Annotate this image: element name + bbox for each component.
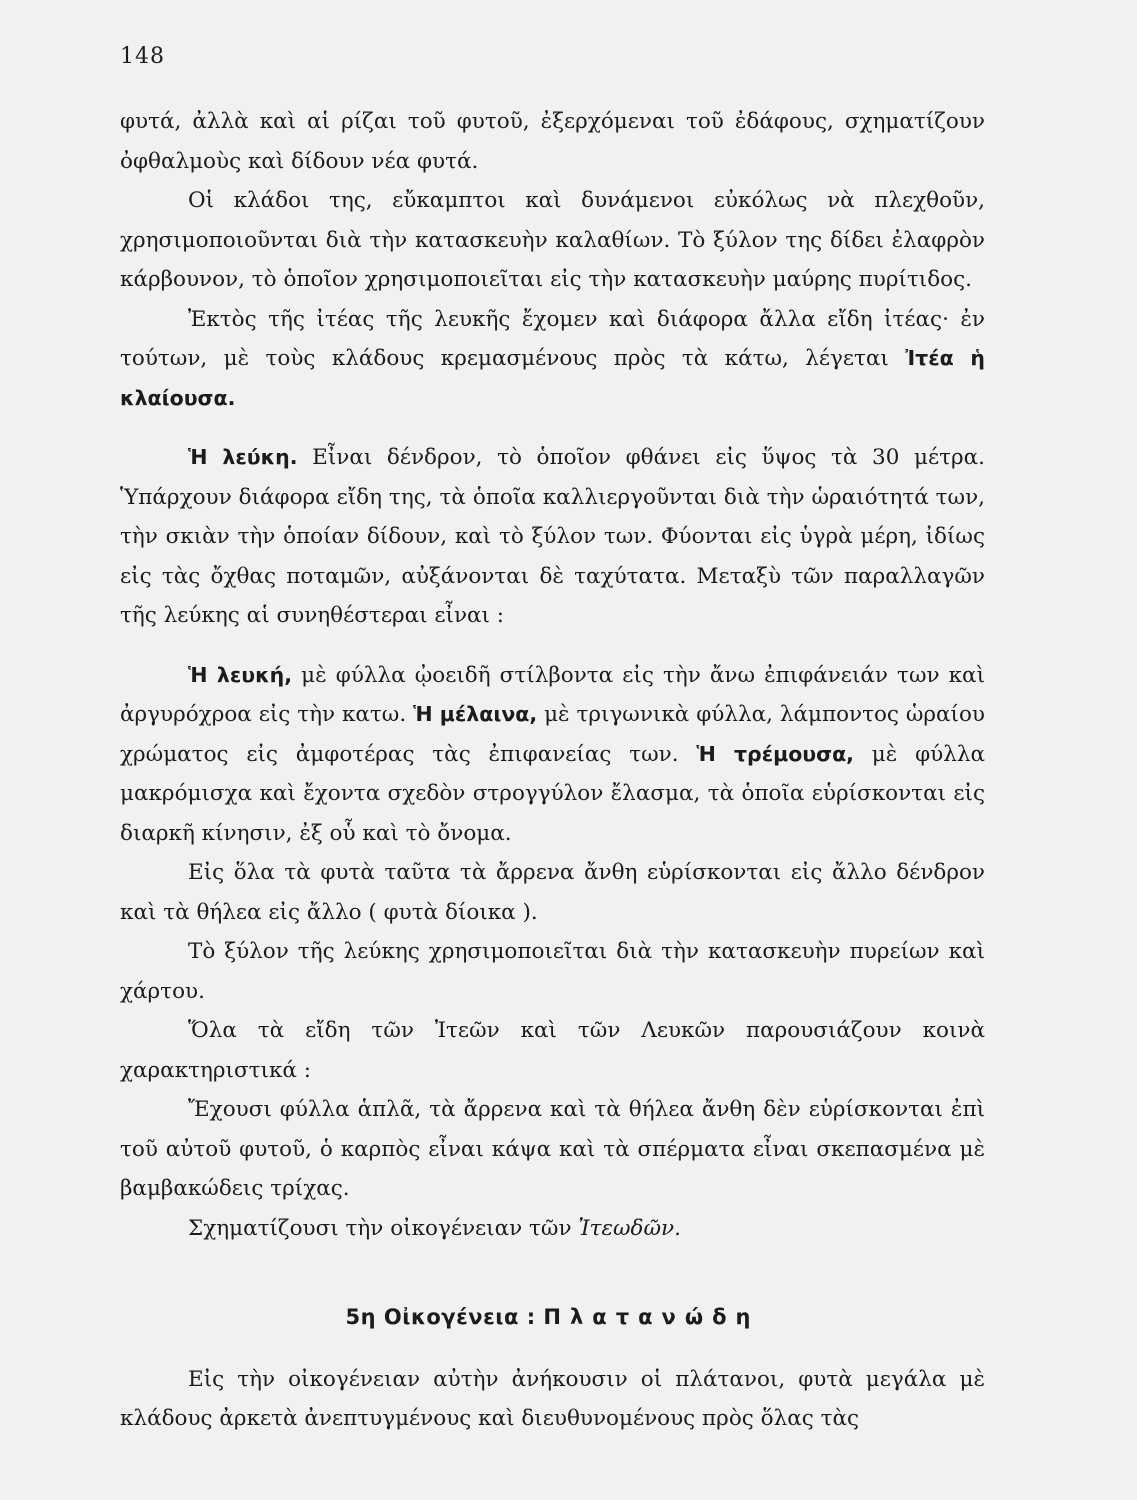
paragraph-6: Εἰς ὅλα τὰ φυτὰ ταῦτα τὰ ἄρρενα ἄνθη εὑρίσκονται εἰς ἄλλο δένδρον καὶ τὰ θήλεα εἰς ἄλλο ( φυτὰ δίοικα ). — [120, 860, 985, 925]
term-comma: , — [846, 741, 854, 766]
paragraph-4 — [120, 438, 985, 636]
term-comma: , — [284, 662, 293, 687]
paragraph-gap — [120, 418, 985, 438]
paragraph-5-text-2: μὲ τριγωνικὰ φύλλα, λάμποντος ὡραίου χρώματος εἰς ἀμφοτέρας τὰς ἐπιφανείας των. — [120, 702, 985, 767]
paragraph-4-text: Εἶναι δένδρον, τὸ ὁποῖον φθάνει εἰς ὕψος τὰ 30 μέτρα. Ὑπάρχουν διάφορα εἴδη της, τὰ ὁποῖα καλλιεργοῦνται διὰ τὴν ὡραιότητά των, τὴν σκιὰν τὴν ὁποίαν δίδουν, καὶ τὸ ξύλον των. Φύονται εἰς ὑγρὰ μέρη, ἰδίως εἰς τὰς ὄχθας ποταμῶν, αὐξάνονται δὲ ταχύτατα. Μεταξὺ τῶν παραλλαγῶν τῆς λεύκης αἱ συνηθέστεραι εἶναι : — [120, 445, 985, 628]
page-number: 148 — [120, 44, 165, 69]
paragraph-1: φυτά, ἀλλὰ καὶ αἱ ρίζαι τοῦ φυτοῦ, ἐξερχόμεναι τοῦ ἐδάφους, σχηματίζουν ὀφθαλμοὺς καὶ δίδουν νέα φυτά. — [120, 109, 985, 174]
term-itea-klaiousa: Ἰτέα ἡ κλαίουσα — [120, 346, 985, 410]
paragraph-2: Οἱ κλάδοι της, εὔκαμπτοι καὶ δυνάμενοι εὐκόλως νὰ πλεχθοῦν, χρησιμοποιοῦνται διὰ τὴν κατασκευὴν καλαθίων. Τὸ ξύλον της δίδει ἐλαφρὸν κάρβουνον, τὸ ὁποῖον χρησιμοποιεῖται εἰς τὴν κατασκευὴν μαύρης πυρίτιδος. — [120, 188, 985, 292]
paragraph-3 — [120, 300, 985, 419]
term-period: . — [289, 445, 298, 469]
term-tremousa: Ἡ τρέμουσα — [696, 741, 847, 766]
paragraph-10 — [120, 1209, 985, 1249]
family-name-iteodon: Ἰτεωδῶν. — [578, 1215, 681, 1241]
paragraph-10-text: Σχηματίζουσι τὴν οἰκογένειαν τῶν — [188, 1215, 572, 1241]
paragraph-5-text-3: μὲ φύλλα μακρόμισχα καὶ ἔχοντα σχεδὸν στρογγύλον ἔλασμα, τὰ ὁποῖα εὑρίσκονται εἰς διαρκῆ κίνησιν, ἐξ οὗ καὶ τὸ ὄνομα. — [120, 741, 985, 846]
term-lefki-white: Ἡ λευκή — [188, 662, 285, 687]
paragraph-3-text: Ἐκτὸς τῆς ἰτέας τῆς λευκῆς ἔχομεν καὶ διάφορα ἄλλα εἴδη ἰτέας· ἐν τούτων, μὲ τοὺς κλάδους κρεμασμένους πρὸς τὰ κάτω, λέγεται — [120, 306, 985, 371]
paragraph-5 — [120, 656, 985, 854]
term-lefki: Ἡ λεύκη — [188, 445, 290, 469]
paragraph-7: Τὸ ξύλον τῆς λεύκης χρησιμοποιεῖται διὰ τὴν κατασκευὴν πυρείων καὶ χάρτου. — [120, 939, 985, 1004]
term-comma: , — [529, 702, 538, 726]
paragraph-11: Εἰς τὴν οἰκογένειαν αὐτὴν ἀνήκουσιν οἱ πλάτανοι, φυτὰ μεγάλα μὲ κλάδους ἀρκετὰ ἀνεπτυγμένους καὶ διευθυνομένους πρὸς ὅλας τὰς — [120, 1366, 985, 1431]
term-melaina: Ἡ μέλαινα — [413, 702, 530, 726]
page-body — [120, 102, 985, 1439]
paragraph-gap — [120, 636, 985, 656]
paragraph-9: Ἔχουσι φύλλα ἁπλᾶ, τὰ ἄρρενα καὶ τὰ θήλεα ἄνθη δὲν εὑρίσκονται ἐπὶ τοῦ αὐτοῦ φυτοῦ, ὁ καρπὸς εἶναι κάψα καὶ τὰ σπέρματα εἶναι σκεπασμένα μὲ βαμβακώδεις τρίχας. — [120, 1097, 985, 1201]
term-period: . — [227, 385, 236, 410]
paragraph-8: Ὅλα τὰ εἴδη τῶν Ἰτεῶν καὶ τῶν Λευκῶν παρουσιάζουν κοινὰ χαρακτηριστικά : — [120, 1018, 985, 1083]
section-heading-prefix: 5η Οἰκογένεια : — [345, 1305, 536, 1329]
paragraph-5-text-1: μὲ φύλλα ᾠοειδῆ στίλβοντα εἰς τὴν ἄνω ἐπιφάνειάν των καὶ ἀργυρόχροα εἰς τὴν κατω. — [120, 662, 986, 727]
section-heading-name: Πλατανώδη — [543, 1305, 760, 1329]
section-heading — [120, 1298, 985, 1338]
